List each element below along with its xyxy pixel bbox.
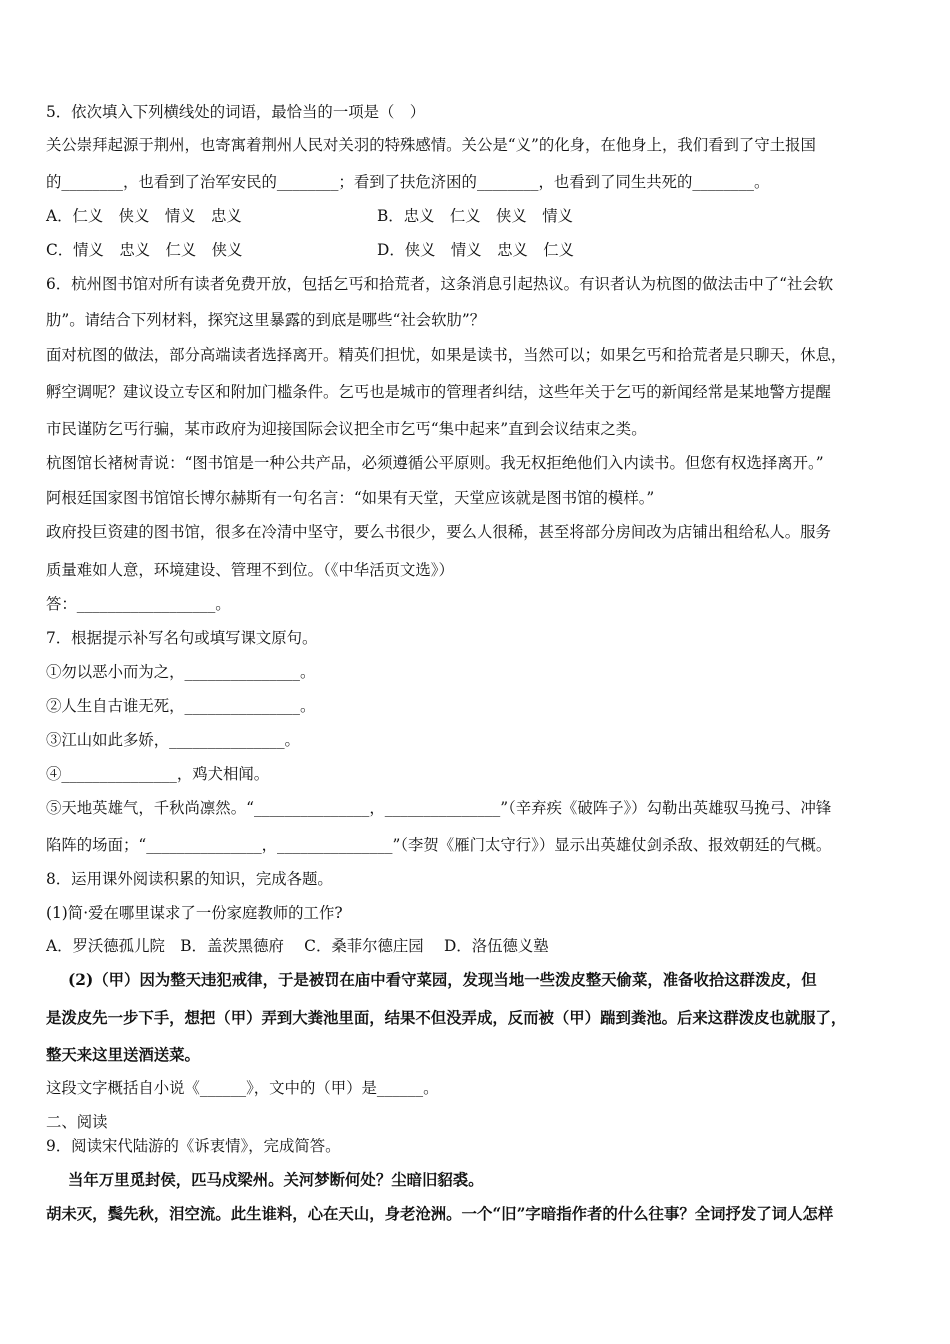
q6-stem-line-2: 肋”。请结合下列材料，探究这里暴露的到底是哪些“社会软肋”？ xyxy=(46,311,486,329)
q6-material-1-line-2: 孵空调呢？建议设立专区和附加门槛条件。乞丐也是城市的管理者纠结，这些年关于乞丐的新闻经常是某地警方提醒 xyxy=(46,383,831,401)
q6-answer-line: 答：__________________。 xyxy=(46,595,231,613)
q5-option-d: D．侠义 情义 忠义 仁义 xyxy=(377,241,575,259)
q6-material-1-line-1: 面对杭图的做法，部分高端读者选择离开。精英们担忧，如果是读书，当然可以；如果乞丐和拾荒者是只聊天，休息， xyxy=(46,346,847,364)
q6-material-1-line-3: 市民谨防乞丐行骗，某市政府为迎接国际会议把全市乞丐“集中起来”直到会议结束之类。 xyxy=(46,420,647,438)
q8-sub-2-line-3: 整天来这里送酒送菜。 xyxy=(46,1046,200,1064)
q9-poem-line-1: 当年万里觅封侯，匹马戍梁州。关河梦断何处？尘暗旧貂裘。 xyxy=(68,1171,484,1189)
q5-option-c: C．情义 忠义 仁义 侠义 xyxy=(46,241,243,259)
q5-option-a: A．仁义 侠义 情义 忠义 xyxy=(46,207,242,225)
q7-item-3: ③江山如此多娇，_______________。 xyxy=(46,731,300,749)
q6-material-3: 阿根廷国家图书馆馆长博尔赫斯有一句名言：“如果有天堂，天堂应该就是图书馆的模样。” xyxy=(46,489,655,507)
q7-item-2: ②人生自古谁无死，_______________。 xyxy=(46,697,316,715)
q8-stem: 8．运用课外阅读积累的知识，完成各题。 xyxy=(46,870,333,888)
q9-stem: 9．阅读宋代陆游的《诉衷情》，完成简答。 xyxy=(46,1137,341,1155)
q6-material-4-line-2: 质量难如人意，环境建设、管理不到位。（《中华活页文选》） xyxy=(46,561,454,579)
q8-sub-2-line-2: 是泼皮先一步下手，想把（甲）弄到大粪池里面，结果不但没弄成，反而被（甲）踹到粪池。后来这群泼皮也就服了， xyxy=(46,1009,847,1027)
q7-stem: 7．根据提示补写名句或填写课文原句。 xyxy=(46,629,318,647)
q7-item-5-line-1: ⑤天地英雄气，千秋尚凛然。“_______________，_______________”（辛弃疾《破阵子》）勾勒出英雄驭马挽弓、冲锋 xyxy=(46,799,832,817)
q7-item-5-line-2: 陷阵的场面；“_______________，_______________”（李贺《雁门太守行》）显示出英雄仗剑杀敌、报效朝廷的气概。 xyxy=(46,836,832,854)
q5-passage-line-1: 关公崇拜起源于荆州，也寄寓着荆州人民对关羽的特殊感情。关公是“义”的化身，在他身上，我们看到了守土报国 xyxy=(46,136,816,154)
q9-poem-line-2: 胡未灭，鬓先秋，泪空流。此生谁料，心在天山，身老沧洲。一个“旧”字暗指作者的什么往事？全词抒发了词人怎样 xyxy=(46,1205,834,1223)
q5-stem: 5．依次填入下列横线处的词语，最恰当的一项是（ ） xyxy=(46,103,426,121)
q6-material-2: 杭图馆长褚树青说：“图书馆是一种公共产品，必须遵循公平原则。我无权拒绝他们入内读书。但您有权选择离开。” xyxy=(46,454,824,472)
section-title-reading: 二、阅读 xyxy=(46,1113,108,1131)
q6-material-4-line-1: 政府投巨资建的图书馆，很多在冷清中坚守，要么书很少，要么人很稀，甚至将部分房间改为店铺出租给私人。服务 xyxy=(46,523,831,541)
q5-option-b: B．忠义 仁义 侠义 情义 xyxy=(377,207,573,225)
q7-item-4: ④_______________，鸡犬相闻。 xyxy=(46,765,270,783)
q8-sub-1-options: A．罗沃德孤儿院 B．盖茨黑德府 C．桑菲尔德庄园 D．洛伍德义塾 xyxy=(46,937,549,955)
q8-sub-2-question: 这段文字概括自小说《______》，文中的（甲）是______。 xyxy=(46,1079,439,1097)
q7-item-1: ①勿以恶小而为之，_______________。 xyxy=(46,663,316,681)
q5-passage-line-2: 的________，也看到了治军安民的________；看到了扶危济困的________，也看到了同生共死的________。 xyxy=(46,173,770,191)
q6-stem-line-1: 6．杭州图书馆对所有读者免费开放，包括乞丐和拾荒者，这条消息引起热议。有识者认为杭图的做法击中了“社会软 xyxy=(46,275,834,293)
q8-sub-2-line-1: (2)（甲）因为整天违犯戒律，于是被罚在庙中看守菜园，发现当地一些泼皮整天偷菜，准备收拾这群泼皮，但 xyxy=(68,971,817,989)
q8-sub-1: (1)简·爱在哪里谋求了一份家庭教师的工作? xyxy=(46,904,343,922)
